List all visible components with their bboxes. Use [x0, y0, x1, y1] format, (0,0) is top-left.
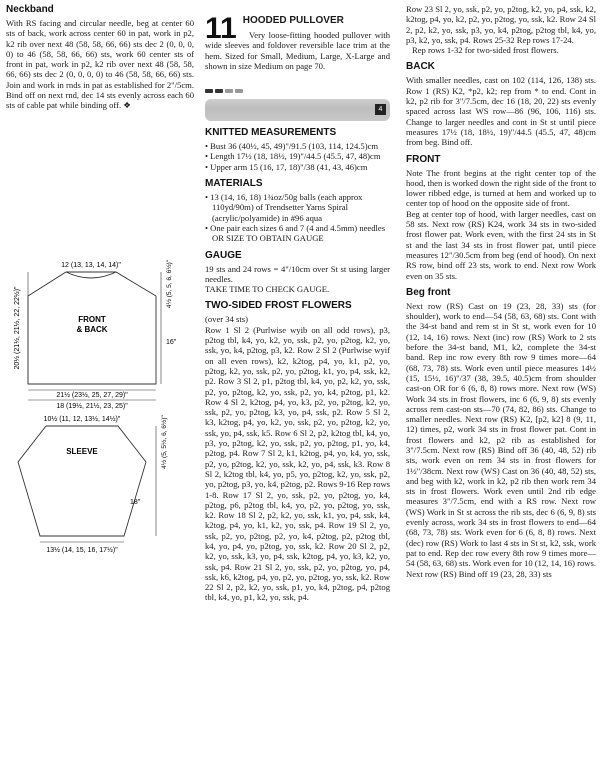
front-note: Note The front begins at the right center top of the hood, then is worked down the right side of the front to lower ribbed edge, is turned at hem and worked up to center top of hood on the opposite side of front.: [406, 167, 596, 209]
list-item: • Bust 36 (40½, 45, 49)"/91.5 (103, 114, 124.5)cm: [205, 141, 390, 151]
frost-text: Row 1 Sl 2 (Purlwise wyib on all odd rows), p3, p2tog tbl, k4, yo, k2, yo, ssk, p2, yo, p2tog, k2, yo, ssk, yo, k4, p2tog, p3, k2. Row 2 Sl 2 (Purlwise wyif on all even rows), k2, k2tog, p4, yo, k1, p2, yo, p2tog, k2, yo, ssk, p2, yo, p2tog, k1, yo, p4, ssk, k2, p2. Row 3 Sl 2, p1, p2tog tbl, k4, yo, p2, k2, yo, ssk, p2, yo, p2tog, k2, yo, ssk, p2, yo, k4, p2tog, p1, k2. Row 4 Sl 2, k2tog, p4, yo, k3, p2, yo, p2tog, k2, yo, ssk, p2, yo, p2tog, k3, yo, p4, ssk, p2. Row 5 Sl 2, k3, k2tog, p4, yo, k2, yo, ssk, p2, yo, p2tog, k2, yo, ssk, yo, p4, ssk, k5. Row 6 Sl 2, p2, k2tog tbl, k4, yo, p3, yo, p2tog, k2, yo, ssk, p2, yo, p2tog, p1, yo, k4, p2tog, p4. Row 7 Sl 2, k1, k2tog, p4, yo, k4, yo, ssk, p2, yo, p2tog, k2, yo, ssk, k2, yo, p4, ssk, k3. Row 8 Sl 2, k2tog tbl, k4, yo, p5, yo, p2tog, k2, yo, ssk, p2, yo, p2tog, p3, yo, k4, p2tog, p2. Rows 9-16 Rep rows 1-8. Row 17 Sl 2, yo, ssk, p2, yo, p2tog, yo, k4, p2tog, p6, p2tog tbl, k4, yo, p2, yo, p2tog, yo, ssk, k2. Row 18 Sl 2, p2, k2, yo, ssk, k1, yo, p4, ssk, k4, k2tog, p4, yo, k1, k2, yo, ssk, p4. Row 19 Sl 2, yo, ssk, p2, yo, p2tog, p2, yo, k4, p2tog, p2, p2tog tbl, k4, yo, p4, yo, p2tog, yo, ssk, k2. Row 20 Sl 2, p2, k2, yo, ssk, k3, yo, p4, ssk, k2tog, p4, yo, k3, k2, yo, ssk, p4. Row 21 Sl 2, yo, ssk, p2, yo, p2tog, yo, p4, ssk, k6, k2tog, p4, yo, p2, yo, p2tog, yo, ssk, k2. Row 22 Sl 2, p2, k2, yo, ssk, p1, yo, k4, p2tog, p4, p2tog tbl, k4, yo, p1, k2, yo, ssk, p4.: [205, 324, 390, 603]
front-side-measure: 16": [166, 339, 177, 346]
back-heading: BACK: [406, 61, 435, 73]
frost-subtitle: (over 34 sts): [205, 314, 248, 325]
list-item: • One pair each sizes 6 and 7 (4 and 4.5mm) needles OR SIZE TO OBTAIN GAUGE: [205, 223, 390, 244]
back-text: With smaller needles, cast on 102 (114, 126, 138) sts. Row 1 (RS) K2, *p2, k2; rep from * to end. Cont in k2, p2 rib for 3"/7.5cm, dec 16 (18, 20, 22) sts evenly spaced across last WS row—86 (96, 106, 116) sts. Change to larger needles and cont in St st until piece measures 17½ (18, 18½, 19)"/44.5 (45.5, 47, 48)cm from beg. Bind off.: [406, 75, 596, 148]
measurements-heading: KNITTED MEASUREMENTS: [205, 127, 337, 139]
list-item: • 13 (14, 16, 18) 1¾oz/50g balls (each approx 110yd/90m) of Trendsetter Yarns Spiral (acrylic/polyamide) in #96 aqua: [205, 192, 390, 223]
sleeve-label: SLEEVE: [66, 447, 98, 456]
beg-front-text: Next row (RS) Cast on 19 (23, 28, 33) sts (for shoulder), work to end—54 (58, 63, 68) sts. Cont with the 34-st band and rem st in St st, work even for 10 (12, 14, 16) rows. Next (inc) row (RS) Work to 2 sts before the 34-st band, M1, k2, complete the 34-st band. Rep inc row every 8th row 9 times more—64 (68, 73, 78) sts. Work even until piece measures 14½ (15, 15½, 16)"/37 (38, 39.5, 40.5)cm from shoulder cast-on OR for 6 (6, 8, 8) rows more. Next row (WS) Work 34 sts in frost flowers, inc 6 (6, 9, 8) sts evenly across rem cast-on sts—70 (74, 82, 86) sts. Change to smaller needles. Next row (RS) K2, [p2, k2] 8 (9, 11, 12) times, p2, work 34 sts in frost flower pat. Cont in frost flowers and k2, p2 rib as established for 3"/7.5cm. Next row (RS) Bind off 36 (40, 48, 52) rib sts, work even on rem 34 sts in frost flowers for 1½"/38cm. Next row (WS) Cast on 36 (40, 48, 52) sts, and beg with k2, work in k2, p2 rib then work rem 34 sts in frost flowers. Work even until 2nd rib edge measures 3"/7.5cm, end with a RS row. Next row (WS) Work in St st across the rib sts, dec 6 (6, 9, 8) sts evenly across, work 34 sts in frost flowers to end—64 (68, 73, 78) sts. Work even for 6 (6, 8, 8) rows. Next (dec) row (RS) Work to last 4 sts in St st, k2, ssk, work pat to end. Rep dec row every 8th row 9 times more—54 (58, 63, 68) sts. Work even for 10 (12, 14, 16) rows. Next row (RS) Bind off 19 (23, 28, 33) sts: [406, 300, 596, 579]
front-text: Beg at center top of hood, with larger needles, cast on 58 sts. Next row (RS) K24, work 34 sts in two-sided frost flower pat. Work even, with the first 24 sts in St st and the last 34 sts in frost flower pat, until piece measures 12"/30.5cm from beg (end of hood). On next RS row, bind off 23 sts, work to end. Next row Work even on 35 sts.: [406, 208, 596, 281]
front-hem-measure: 18 (19½, 21½, 23, 25)": [56, 403, 128, 410]
front-width-measure: 21½ (23½, 25, 27, 29)": [56, 392, 128, 399]
photo-badge: 4: [375, 104, 386, 115]
beg-front-heading: Beg front: [406, 286, 451, 298]
column-middle: [205, 4, 390, 603]
list-item: • Upper arm 15 (16, 17, 18)"/38 (41, 43, 46)cm: [205, 162, 390, 172]
measurements-list: [205, 141, 390, 172]
frost-continued: Row 23 Sl 2, yo, ssk, p2, yo, p2tog, k2, yo, p4, ssk, k2, k2tog, p4, yo, k2, p2, yo, p2tog, yo, ssk, k2. Row 24 Sl 2, p2, k2, yo, ssk, p3, yo, k4, p2tog, p2tog tbl, k4, yo, p3, k2, yo, ssk, p4. Rows 25-32 Rep rows 17-24.: [406, 4, 596, 45]
gauge-text: 19 sts and 24 rows = 4"/10cm over St st using larger needles.: [205, 263, 390, 284]
sleeve-length-measure: 18": [130, 499, 141, 506]
front-length-measure: 20½ (21½, 21½, 22, 22½)": [14, 286, 21, 370]
neckband-heading: Neckband: [6, 4, 54, 15]
materials-list: [205, 192, 390, 243]
list-item: • Length 17½ (18, 18½, 19)"/44.5 (45.5, 47, 48)cm: [205, 151, 390, 161]
front-label: FRONT: [78, 315, 106, 324]
frost-repeat: Rep rows 1-32 for two-sided frost flowers.: [412, 45, 559, 56]
sleeve-top-measure: 10½ (11, 12, 13½, 14½)": [43, 416, 121, 423]
sleeve-cuff-measure: 13½ (14, 15, 16, 17½)": [46, 547, 118, 554]
skill-level-icon: [205, 85, 390, 91]
gauge-note: TAKE TIME TO CHECK GAUGE.: [205, 284, 330, 295]
sleeve-cap-measure: 4½ (5, 5½, 6, 6½)": [161, 415, 168, 469]
back-label: & BACK: [76, 325, 108, 334]
pattern-number: 11: [205, 12, 237, 45]
gauge-heading: GAUGE: [205, 249, 242, 261]
frost-heading: TWO-SIDED FROST FLOWERS: [205, 300, 352, 312]
pattern-intro: Very loose-fitting hooded pullover with wide sleeves and foldover reversible lace trim at the hem. Sized for Small, Medium, Large, X-Large and shown in size Medium on page 70.: [205, 30, 390, 71]
front-armhole-measure: 4½ (5, 5, 6, 6½)": [166, 259, 173, 309]
pattern-name: HOODED PULLOVER: [242, 15, 344, 26]
neckband-text: With RS facing and circular needle, beg at center 60 sts of back, work across center 60 in pat, work in p2, k2 rib over next 48 (58, 58, 66, 66) sts dec 2 (0, 0, 0, 0) to 46 (58, 58, 66, 66) sts, work 60 center sts of front in pat, work in p2, k2 rib over next 48 (58, 58, 66, 66) sts dec 2 (0, 0, 0, 0) to 46 (58, 58, 66, 66) sts. Join and work in rnds in pat as established for 2"/5cm. Bind off on next rnd, dec 14 sts evenly across each 60 sts of cable pat while binding off. ❖: [6, 18, 194, 111]
front-heading: FRONT: [406, 153, 441, 165]
front-back-schematic: [6, 258, 196, 438]
materials-heading: MATERIALS: [205, 178, 263, 190]
trim-photo: [205, 99, 390, 121]
column-left: [6, 4, 194, 111]
column-right: [406, 4, 596, 579]
sleeve-schematic: [6, 412, 196, 562]
front-top-measure: 12 (13, 13, 14, 14)": [61, 262, 121, 269]
